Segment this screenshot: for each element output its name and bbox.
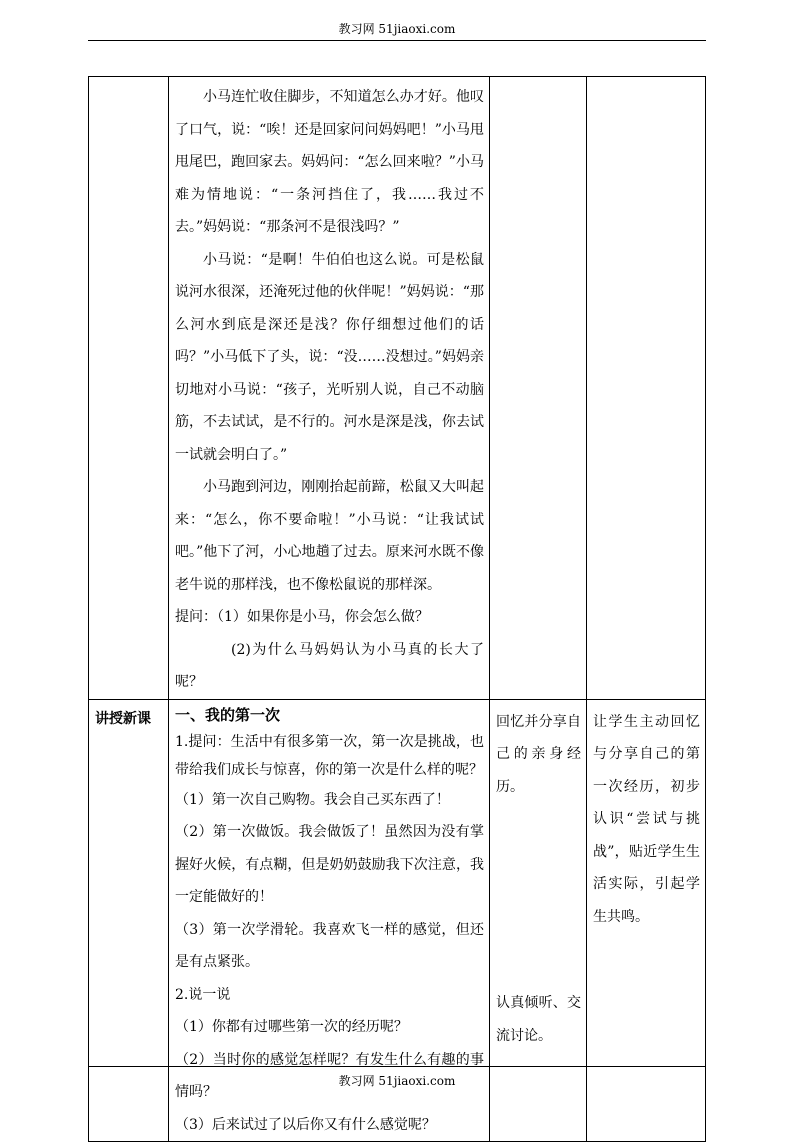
page-header: 教习网 51jiaoxi.com [338,22,456,36]
discuss-item: （3）后来试过了以后你又有什么感觉呢？ [175,1116,436,1133]
page-footer: 教习网 51jiaoxi.com [338,1074,456,1088]
header-rule [88,40,706,41]
example-item: （1）第一次自己购物。我会自己买东西了！ [175,791,450,808]
design-intent-cell-empty [587,77,706,700]
story-paragraph: 小马说：“是啊！牛伯伯也这么说。可是松鼠说河水很深，还淹死过他的伙伴呢！”妈妈说：“那么河水到底是深还是浅？你仔细想过他们的话吗？”小马低下了头，说：“没……没想过。”妈妈亲切地对小马说：“孩子，光听别人说，自己不动脑筋，不去试试，是不行的。河水是深是浅，你去试一试就会明白了。” [175,251,484,463]
footer-rule [88,1066,706,1067]
discuss-item: （2）当时你的感觉怎样呢？有发生什么有趣的事情吗？ [175,1051,484,1100]
question-intro: 提问：（1）如果你是小马，你会怎么做？ [175,609,429,625]
story-paragraph: 小马跑到河边，刚刚抬起前蹄，松鼠又大叫起来：“怎么，你不要命啦！”小马说：“让我试试吧。”他下了河，小心地趟了过去。原来河水既不像老牛说的那样浅，也不像松鼠说的那样深。 [175,479,484,593]
stage-label-cell-empty [89,77,169,700]
lesson-prompt: 1.提问：生活中有很多第一次，第一次是挑战，也带给我们成长与惊喜，你的第一次是什么样的呢？ [175,733,484,778]
student-activity-1: 回忆并分享自己的亲身经历。 [496,713,581,795]
example-item: （3）第一次学滑轮。我喜欢飞一样的感觉，但还是有点紧张。 [175,921,484,970]
design-intent-text: 让学生主动回忆与分享自己的第一次经历，初步认识“尝试与挑战”，贴近学生生活实际，引起学生共鸣。 [593,713,700,925]
question-2: (2)为什么马妈妈认为小马真的长大了呢？ [175,641,484,690]
example-item: （2）第一次做饭。我会做饭了！虽然因为没有掌握好火候，有点糊，但是奶奶鼓励我下次注意，我一定能做好的！ [175,824,484,905]
stage-label: 讲授新课 [95,710,151,727]
story-row [89,77,706,700]
section-heading: 一、我的第一次 [175,705,281,724]
discuss-item: （1）你都有过哪些第一次的经历呢？ [175,1019,408,1035]
discuss-title: 2.说一说 [175,986,231,1003]
lesson-plan-table [88,76,706,1142]
student-activity-cell-empty [490,77,587,700]
student-activity-2: 认真倾听、交流讨论。 [496,995,581,1044]
story-paragraph: 小马连忙收住脚步，不知道怎么办才好。他叹了口气，说：“唉！还是回家问问妈妈吧！”小马甩甩尾巴，跑回家去。妈妈问：“怎么回来啦？”小马难为情地说：“一条河挡住了，我……我过不去。”妈妈说：“那条河不是很浅吗？” [175,89,484,235]
teacher-activity-cell [169,77,490,700]
